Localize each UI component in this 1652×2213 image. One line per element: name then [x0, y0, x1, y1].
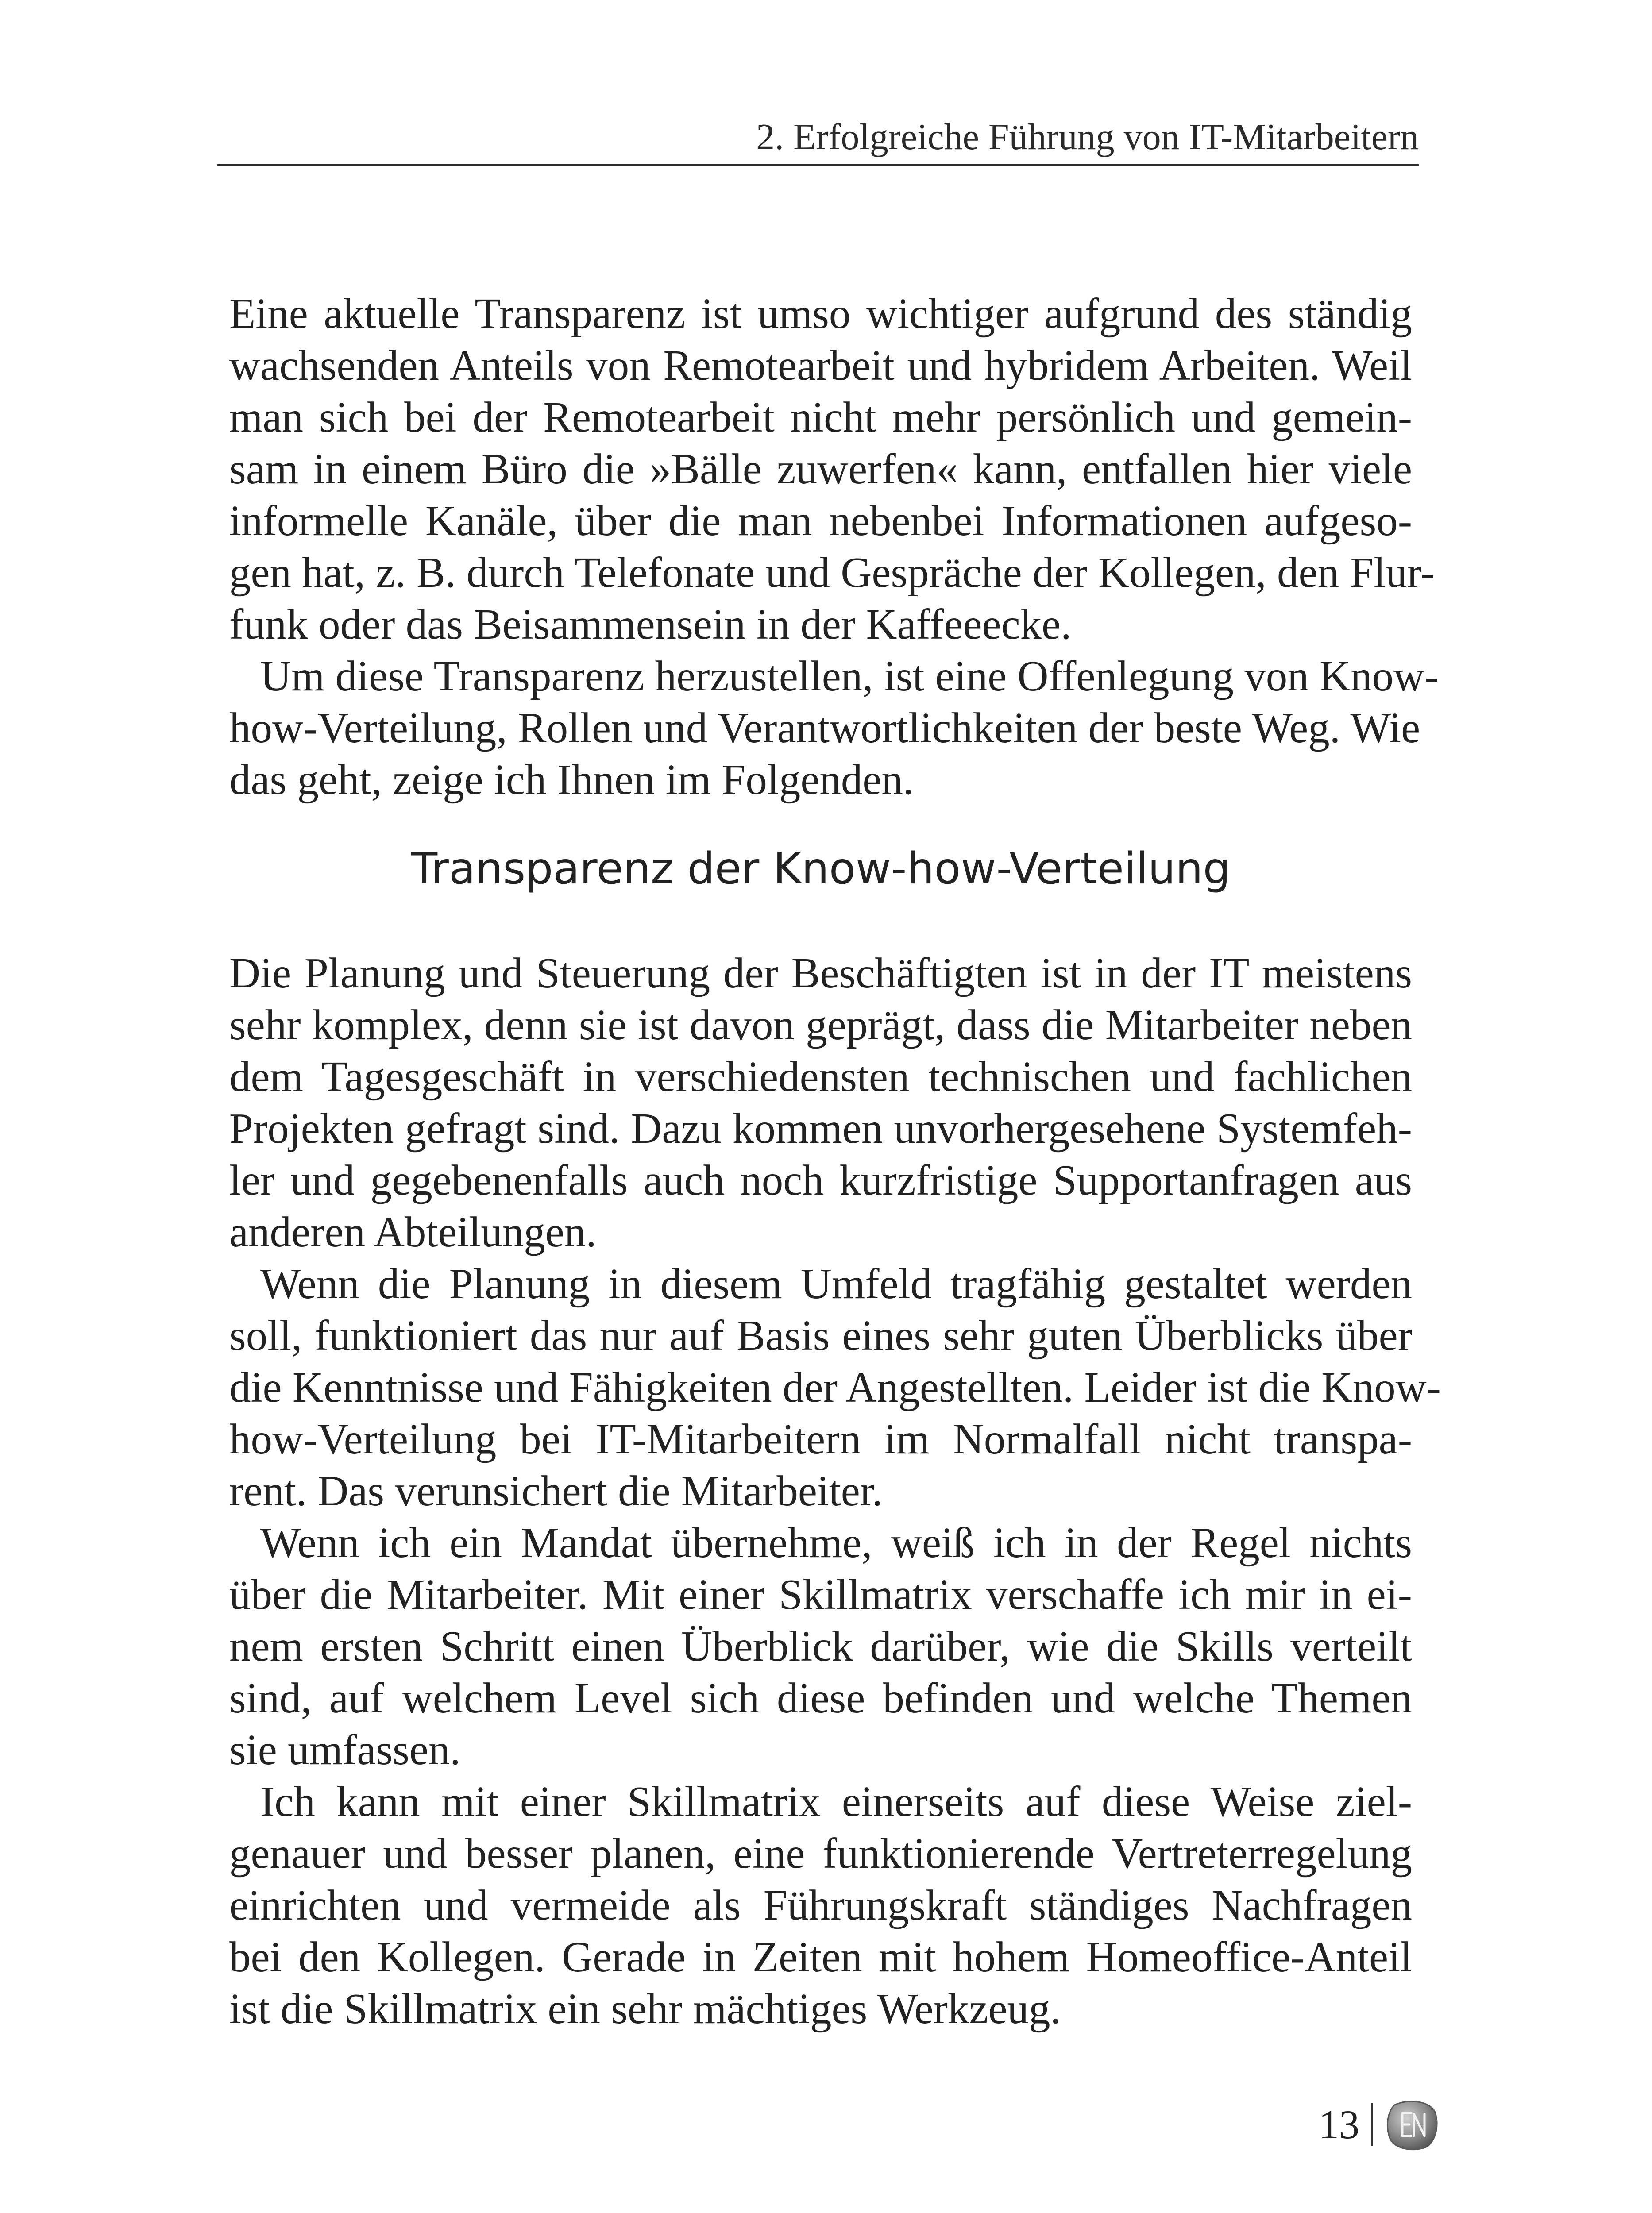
text-line: wachsenden Anteils von Remotearbeit und hybridem Arbeiten. Weil: [229, 342, 1412, 389]
text-line: funk oder das Beisammensein in der Kaffeeecke.: [229, 601, 1072, 648]
text-line: nem ersten Schritt einen Überblick darüber, wie die Skills verteilt: [229, 1623, 1412, 1670]
text-line: how-Verteilung bei IT-Mitarbeitern im Normalfall nicht transpa-: [229, 1415, 1412, 1463]
intro-paragraph-2: [229, 650, 1439, 806]
text-line: man sich bei der Remotearbeit nicht mehr persönlich und gemein-: [229, 393, 1412, 441]
section-paragraph-3: [229, 1517, 1412, 1776]
text-line: Projekten gefragt sind. Dazu kommen unvorhergesehene Systemfeh-: [229, 1105, 1412, 1152]
section-paragraph-1: [229, 947, 1412, 1258]
text-line: sind, auf welchem Level sich diese befinden und welche Themen: [229, 1674, 1412, 1722]
text-line: sie umfassen.: [229, 1726, 461, 1773]
section-heading: Transparenz der Know-how-Verteilung: [411, 844, 1231, 894]
text-line: Die Planung und Steuerung der Beschäftigten ist in der IT meistens: [229, 949, 1412, 997]
running-header-title: 2. Erfolgreiche Führung von IT-Mitarbeitern: [756, 116, 1419, 158]
text-line: soll, funktioniert das nur auf Basis eines sehr guten Überblicks über: [229, 1312, 1412, 1359]
intro-paragraph-1: [229, 288, 1435, 650]
section-paragraph-4: [229, 1776, 1412, 2035]
text-line: Ich kann mit einer Skillmatrix einerseits auf diese Weise ziel-: [260, 1778, 1412, 1825]
text-line: Wenn die Planung in diesem Umfeld tragfähig gestaltet werden: [260, 1260, 1412, 1307]
text-line: die Kenntnisse und Fähigkeiten der Angestellten. Leider ist die Know-: [229, 1364, 1441, 1411]
page-number: 13: [1319, 2102, 1359, 2147]
text-line: dem Tagesgeschäft in verschiedensten technischen und fachlichen: [229, 1053, 1412, 1100]
text-line: anderen Abteilungen.: [229, 1208, 597, 1256]
text-line: Um diese Transparenz herzustellen, ist eine Offenlegung von Know-: [260, 652, 1439, 700]
text-line: Eine aktuelle Transparenz ist umso wichtiger aufgrund des ständig: [229, 290, 1412, 337]
text-line: bei den Kollegen. Gerade in Zeiten mit hohem Homeoffice-Anteil: [229, 1933, 1412, 1981]
section-paragraph-2: [229, 1258, 1441, 1517]
text-line: Wenn ich ein Mandat übernehme, weiß ich in der Regel nichts: [260, 1519, 1412, 1566]
text-line: ler und gegebenenfalls auch noch kurzfristige Supportanfragen aus: [229, 1157, 1412, 1204]
text-line: einrichten und vermeide als Führungskraft ständiges Nachfragen: [229, 1881, 1412, 1929]
text-line: gen hat, z. B. durch Telefonate und Gespräche der Kollegen, den Flur-: [229, 549, 1435, 596]
text-line: how-Verteilung, Rollen und Verantwortlichkeiten der beste Weg. Wie: [229, 704, 1420, 752]
text-line: ist die Skillmatrix ein sehr mächtiges Werkzeug.: [229, 1985, 1061, 2032]
text-line: sehr komplex, denn sie ist davon geprägt, dass die Mitarbeiter neben: [229, 1001, 1412, 1049]
text-line: das geht, zeige ich Ihnen im Folgenden.: [229, 756, 914, 803]
footer-separator: [1371, 2103, 1373, 2146]
text-line: informelle Kanäle, über die man nebenbei Informationen aufgeso-: [229, 497, 1412, 544]
publisher-logo-icon: [1385, 2097, 1440, 2152]
text-line: sam in einem Büro die »Bälle zuwerfen« kann, entfallen hier viele: [229, 445, 1412, 493]
page-footer: [1319, 2097, 1440, 2152]
text-line: rent. Das verunsichert die Mitarbeiter.: [229, 1467, 883, 1515]
text-line: genauer und besser planen, eine funktionierende Vertreterregelung: [229, 1830, 1412, 1877]
text-line: über die Mitarbeiter. Mit einer Skillmatrix verschaffe ich mir in ei-: [229, 1571, 1412, 1618]
running-header: [217, 106, 1419, 166]
